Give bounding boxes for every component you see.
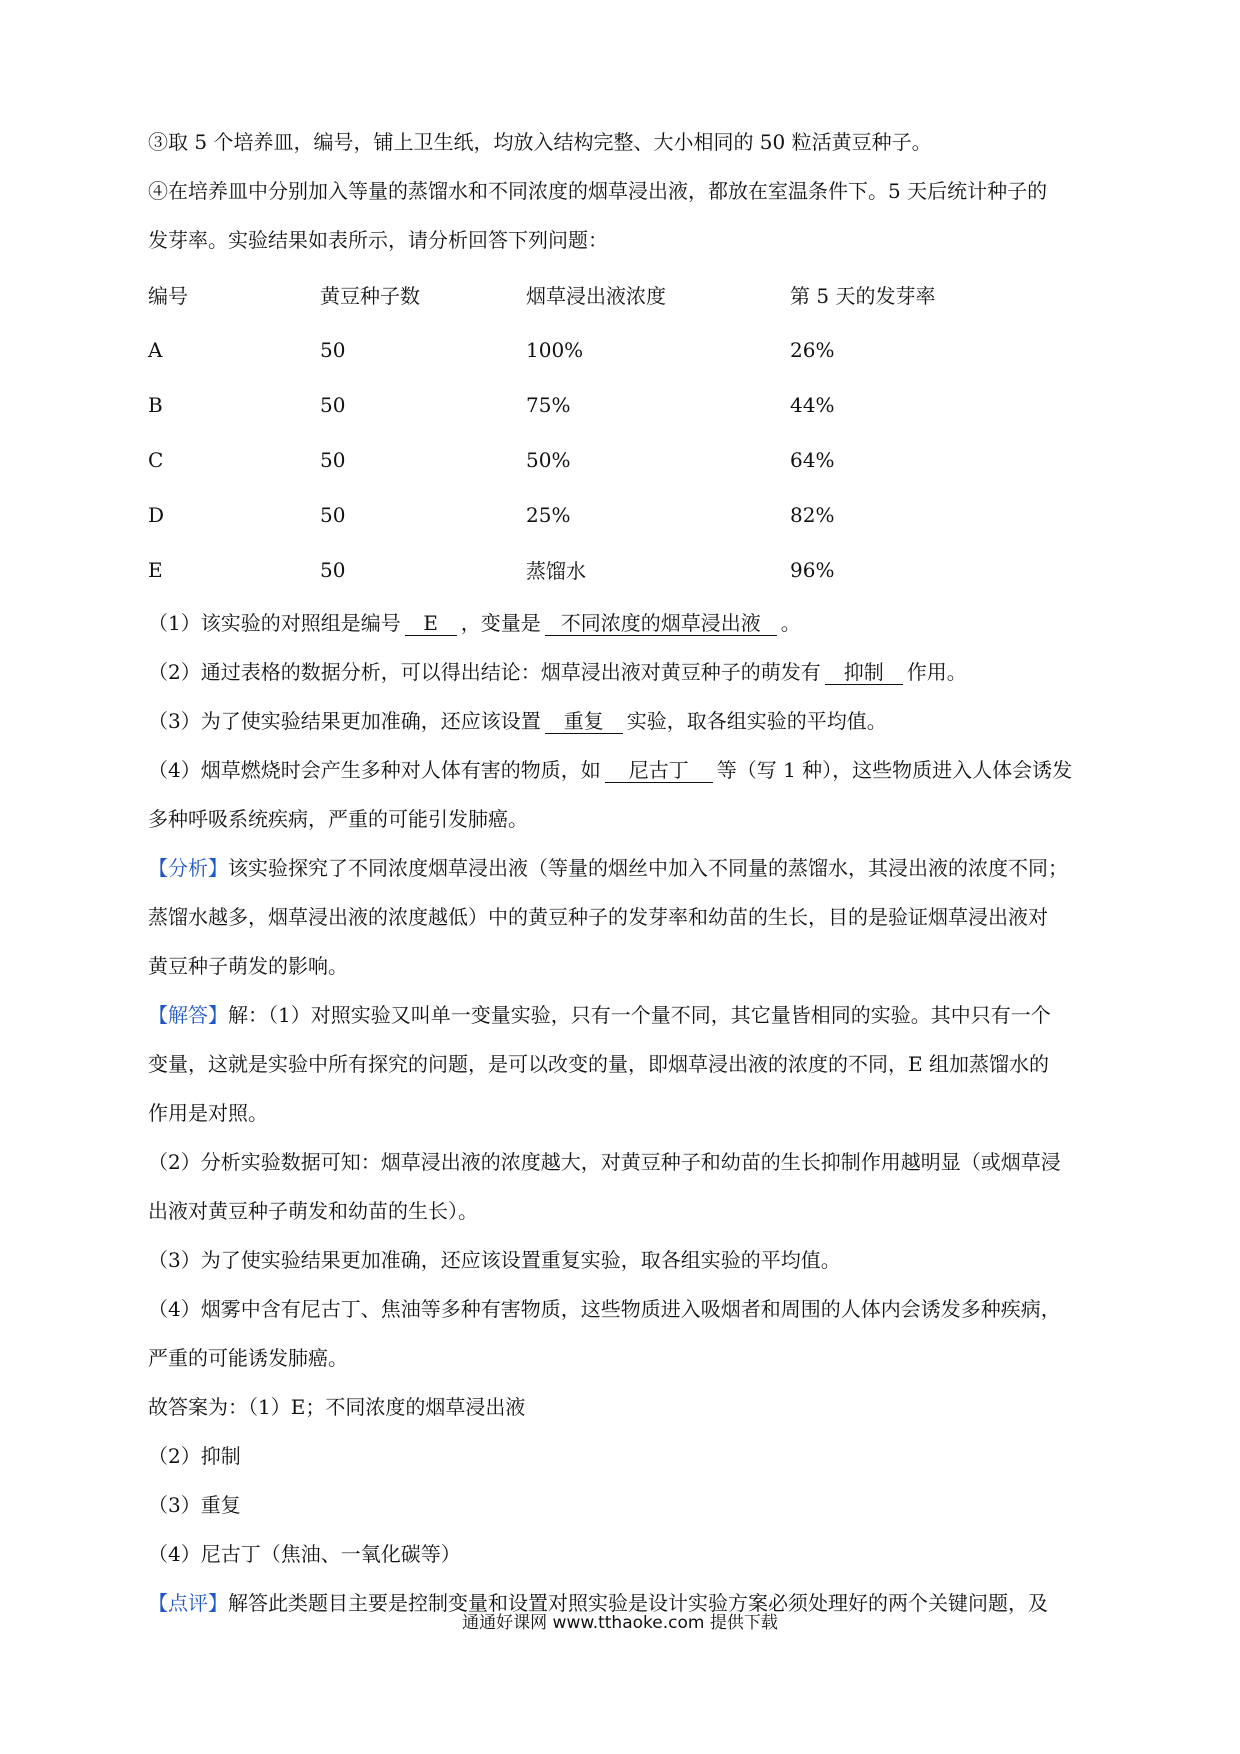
table-cell: 50 — [320, 392, 346, 417]
answer-tag: 【解答】 — [148, 1003, 228, 1027]
final-answer-line-1: 故答案为：（1）E；不同浓度的烟草浸出液 — [148, 1395, 526, 1419]
table-cell: D — [148, 502, 165, 527]
question-4-line-2: 多种呼吸系统疾病，严重的可能引发肺癌。 — [148, 807, 528, 831]
answer-part-4-line-2: 严重的可能诱发肺癌。 — [148, 1346, 348, 1370]
table-row — [148, 377, 1090, 432]
q2-answer-blank: 抑制 — [825, 660, 903, 685]
q1-suffix: 。 — [780, 611, 801, 635]
question-2 — [148, 648, 1138, 697]
answer-part-3: （3）为了使实验结果更加准确，还应该设置重复实验，取各组实验的平均值。 — [148, 1248, 841, 1272]
q3-suffix: 实验，取各组实验的平均值。 — [626, 709, 887, 733]
step-3: ③取 5 个培养皿，编号，铺上卫生纸，均放入结构完整、大小相同的 50 粒活黄豆种子。 — [148, 130, 932, 154]
results-table — [148, 267, 1090, 597]
table-cell: 50% — [526, 447, 571, 472]
comment-tag: 【点评】 — [148, 1591, 228, 1615]
table-cell: 96% — [790, 557, 835, 582]
analysis-line-3: 黄豆种子萌发的影响。 — [148, 954, 348, 978]
q3-answer-blank: 重复 — [545, 709, 623, 734]
question-3 — [148, 697, 1138, 746]
step-4-line-2: 发芽率。实验结果如表所示，请分析回答下列问题： — [148, 228, 608, 252]
table-cell: 50 — [320, 337, 346, 362]
table-cell: A — [148, 337, 163, 362]
table-row — [148, 542, 1090, 597]
q1-middle: ，变量是 — [460, 611, 541, 635]
table-cell: 50 — [320, 447, 346, 472]
answer-part-2-line-1: （2）分析实验数据可知：烟草浸出液的浓度越大，对黄豆种子和幼苗的生长抑制作用越明显（或烟草浸 — [148, 1150, 1061, 1174]
q4-prefix: （4）烟草燃烧时会产生多种对人体有害的物质，如 — [148, 758, 601, 782]
table-cell: 蒸馏水 — [526, 559, 586, 583]
table-cell: 64% — [790, 447, 835, 472]
final-answer-line-2: （2）抑制 — [148, 1444, 241, 1468]
q3-prefix: （3）为了使实验结果更加准确，还应该设置 — [148, 709, 541, 733]
table-cell: B — [148, 392, 163, 417]
table-header: 烟草浸出液浓度 — [526, 284, 666, 308]
table-cell: 82% — [790, 502, 835, 527]
final-answer-line-4: （4）尼古丁（焦油、一氧化碳等） — [148, 1542, 461, 1566]
step-4-line-1: ④在培养皿中分别加入等量的蒸馏水和不同浓度的烟草浸出液，都放在室温条件下。5 天后统计种子的 — [148, 179, 1048, 203]
table-header: 黄豆种子数 — [320, 284, 420, 308]
comment-text: 解答此类题目主要是控制变量和设置对照实验是设计实验方案必须处理好的两个关键问题，及 — [228, 1591, 1048, 1615]
q4-answer-blank: 尼古丁 — [605, 758, 713, 783]
answer-line-3: 作用是对照。 — [148, 1101, 268, 1125]
table-cell: 25% — [526, 502, 571, 527]
q2-prefix: （2）通过表格的数据分析，可以得出结论：烟草浸出液对黄豆种子的萌发有 — [148, 660, 821, 684]
table-header-row — [148, 267, 1090, 322]
analysis-tag: 【分析】 — [148, 856, 228, 880]
answer-line-1 — [148, 991, 1138, 1040]
analysis-text: 该实验探究了不同浓度烟草浸出液（等量的烟丝中加入不同量的蒸馏水，其浸出液的浓度不同； — [228, 856, 1068, 880]
question-4 — [148, 746, 1138, 795]
q1-answer-blank-2: 不同浓度的烟草浸出液 — [545, 611, 777, 636]
answer-part-4-line-1: （4）烟雾中含有尼古丁、焦油等多种有害物质，这些物质进入吸烟者和周围的人体内会诱发多种疾病， — [148, 1297, 1061, 1321]
table-cell: 50 — [320, 502, 346, 527]
table-row — [148, 487, 1090, 542]
table-cell: 44% — [790, 392, 835, 417]
table-cell: E — [148, 557, 163, 582]
table-header: 编号 — [148, 284, 188, 308]
table-cell: C — [148, 447, 164, 472]
final-answer-line-3: （3）重复 — [148, 1493, 241, 1517]
table-header: 第 5 天的发芽率 — [790, 284, 936, 308]
q4-suffix: 等（写 1 种），这些物质进入人体会诱发 — [716, 758, 1073, 782]
table-cell: 75% — [526, 392, 571, 417]
q1-prefix: （1）该实验的对照组是编号 — [148, 611, 401, 635]
answer-line-2: 变量，这就是实验中所有探究的问题，是可以改变的量，即烟草浸出液的浓度的不同，E 组加蒸馏水的 — [148, 1052, 1049, 1076]
table-cell: 100% — [526, 337, 584, 362]
page-footer: 通通好课网 www.tthaoke.com 提供下载 — [462, 1613, 778, 1633]
table-cell: 26% — [790, 337, 835, 362]
table-cell: 50 — [320, 557, 346, 582]
answer-text: 解：（1）对照实验又叫单一变量实验，只有一个量不同，其它量皆相同的实验。其中只有一个 — [228, 1003, 1051, 1027]
question-1 — [148, 599, 1138, 648]
q1-answer-blank-1: E — [405, 611, 457, 636]
document-body — [148, 118, 1138, 1628]
q2-suffix: 作用。 — [906, 660, 967, 684]
table-row — [148, 432, 1090, 487]
answer-part-2-line-2: 出液对黄豆种子萌发和幼苗的生长）。 — [148, 1199, 478, 1223]
table-row — [148, 322, 1090, 377]
analysis-line-2: 蒸馏水越多，烟草浸出液的浓度越低）中的黄豆种子的发芽率和幼苗的生长，目的是验证烟草浸出液对 — [148, 905, 1048, 929]
analysis-line-1 — [148, 844, 1138, 893]
